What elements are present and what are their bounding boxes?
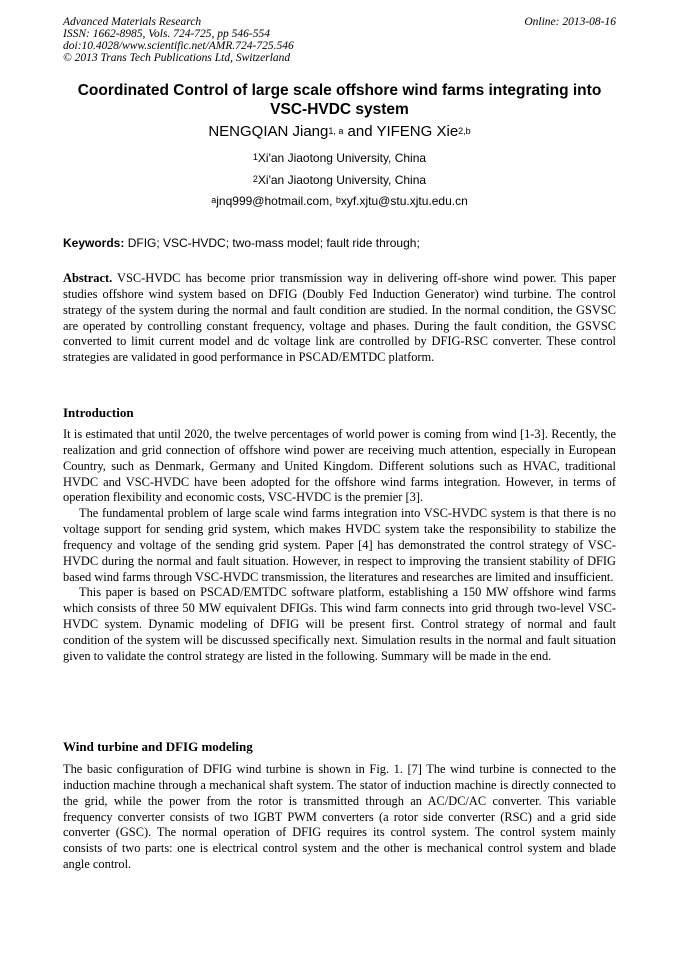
email-b: xyf.xjtu@stu.xjtu.edu.cn [340, 194, 468, 208]
journal-name: Advanced Materials Research [63, 16, 202, 28]
introduction-body [63, 427, 616, 665]
email-b-mark: b [335, 195, 341, 205]
author-2-affiliation: 2,b [458, 126, 471, 136]
author-1-affiliation: 1, a [328, 126, 344, 136]
keywords [63, 236, 616, 250]
affiliation-1-mark: 1 [252, 152, 258, 162]
paper-title: Coordinated Control of large scale offshore wind farms integrating into VSC-HVDC system [77, 82, 602, 118]
author-1: NENGQIAN Jiang [208, 123, 329, 140]
affiliation-1-text: Xi'an Jiaotong University, China [257, 151, 427, 165]
intro-paragraph-2: The fundamental problem of large scale wind farms integration into VSC-HVDC system is that there is no voltage support for sending grid system, which makes HVDC system take the responsibility to stabilize the frequency and voltage of the sending grid system. Paper [4] has demonstrated the control strategy of VSC-HVDC during the normal and fault situation. However, in respect to improving the transient stability of DFIG based wind farms through VSC-HVDC transmission, the literatures and researches are limited and insufficient. [63, 506, 616, 584]
section-heading-introduction: Introduction [63, 405, 134, 420]
journal-doi: doi:10.4028/www.scientific.net/AMR.724-725.546 [63, 40, 294, 52]
online-date: Online: 2013-08-16 [524, 16, 616, 28]
affiliation-1 [63, 151, 616, 165]
affiliation-2-text: Xi'an Jiaotong University, China [257, 173, 427, 187]
keywords-label: Keywords: [63, 236, 125, 250]
email-a: jnq999@hotmail.com, [216, 194, 336, 208]
abstract-label: Abstract. [63, 271, 113, 285]
author-conjunction: and [343, 123, 377, 140]
author-2: YIFENG Xie [376, 123, 459, 140]
intro-paragraph-1: It is estimated that until 2020, the twelve percentages of world power is coming from wind [1-3]. Recently, the realization and grid connection of offshore wind power are receiving much attention, especially in European Country, such as Denmark, Germany and United Kingdom. Different solutions such as HVAC, traditional HVDC and VSC-HVDC have been adopted for the offshore wind farms integration. However, in terms of operation flexibility and economic costs, VSC-HVDC is the premier [3]. [63, 427, 616, 505]
author-line [63, 123, 616, 141]
intro-paragraph-3: This paper is based on PSCAD/EMTDC software platform, establishing a 150 MW offshore wind farms which consists of three 50 MW equivalent DFIGs. This wind farm connects into grid through two-level VSC-HVDC system. Dynamic modeling of DFIG will be present first. Control strategy of normal and fault condition of the system will be discussed specifically next. Simulation results in the normal and fault situation given to validate the control strategy are listed in the following. Summary will be made in the end. [63, 585, 616, 663]
abstract-text: VSC-HVDC has become prior transmission way in delivering off-shore wind power. This paper studies offshore wind system based on DFIG (Doubly Fed Induction Generator) wind turbine. The control strategy of the system during the normal and fault condition are studied. In the normal condition, the GSVSC are operated by controlling constant frequency, voltage and phases. During the fault condition, the GSVSC converted to limit current model and dc voltage link are controlled by DFIG-RSC converter. These control strategies are validated in good performance in PSCAD/EMTDC platform. [63, 271, 616, 365]
wind-paragraph-1: The basic configuration of DFIG wind turbine is shown in Fig. 1. [7] The wind turbine is connected to the induction machine through a mechanical shaft system. The stator of induction machine is directly connected to the grid, while the power from the rotor is transmitted through an AC/DC/AC converter. This variable frequency converter consists of two IGBT PWM converters (a rotor side converter (RSC) and a grid side converter (GSC). The normal operation of DFIG requires its control system. The control system mainly consists of two parts: one is electrical control system and the other is mechanical control system and blade angle control. [63, 762, 616, 872]
section-heading-wind-turbine: Wind turbine and DFIG modeling [63, 739, 253, 754]
journal-issn: ISSN: 1662-8985, Vols. 724-725, pp 546-554 [63, 28, 270, 40]
affiliation-2 [63, 173, 616, 187]
wind-turbine-body [63, 762, 616, 873]
email-a-mark: a [211, 195, 217, 205]
abstract [63, 271, 616, 366]
affiliation-2-mark: 2 [252, 174, 258, 184]
author-emails [63, 194, 616, 208]
journal-copyright: © 2013 Trans Tech Publications Ltd, Switzerland [63, 52, 291, 64]
keywords-text: DFIG; VSC-HVDC; two-mass model; fault ride through; [124, 236, 420, 250]
journal-header [63, 16, 616, 64]
